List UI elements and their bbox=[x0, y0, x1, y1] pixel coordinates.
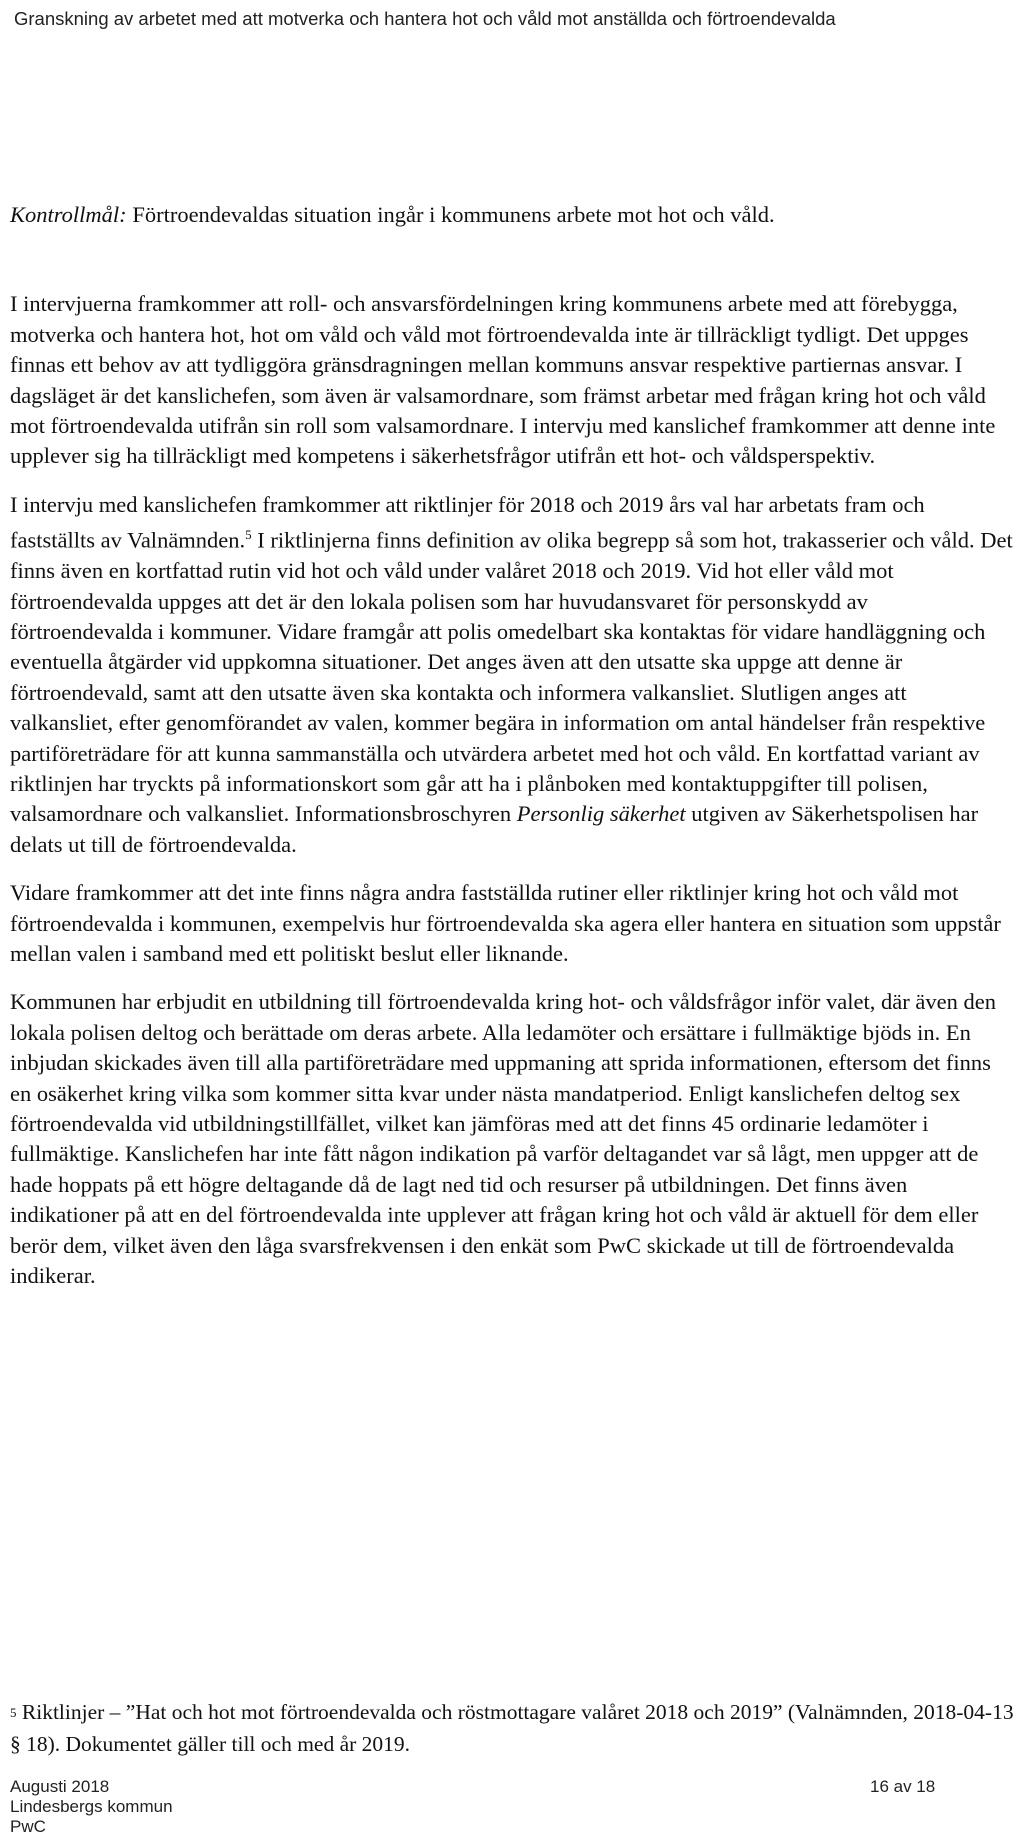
footer-date: Augusti 2018 bbox=[10, 1777, 110, 1796]
paragraph-training: Kommunen har erbjudit en utbildning till förtroendevalda kring hot- och våldsfrågor inför valet, där även den lokala polisen deltog och berättade om deras arbete. Alla ledamöter och ersättare i fullmäktige bjöds in. En inbjudan skickades även till alla partiföreträdare med uppmaning att sprida informationen, eftersom det finns en osäkerhet kring vilka som kommer sitta kvar under nästa mandatperiod. Enligt kanslichefen deltog sex förtroendevalda vid utbildningstillfället, vilket kan jämföras med att det finns 45 ordinarie ledamöter i fullmäktige. Kanslichefen har inte fått någon indikation på varför deltagandet var så lågt, men uppger att de hade hoppats på ett högre deltagande då de lagt ned tid och resurser på utbildningen. Det finns även indikationer på att en del förtroendevalda inte upplever att frågan kring hot och våld är aktuell för dem eller berör dem, vilket även den låga svarsfrekvensen i den enkät som PwC skickade ut till de förtroendevalda indikerar. bbox=[10, 989, 996, 1289]
footnote-reference: 5 bbox=[245, 527, 252, 543]
control-goal-text: Förtroendevaldas situation ingår i kommunens arbete mot hot och våld. bbox=[126, 202, 775, 227]
brochure-title: Personlig säkerhet bbox=[516, 801, 686, 827]
footnote-number: 5 bbox=[10, 1705, 17, 1720]
control-goal-label: Kontrollmål: bbox=[10, 202, 127, 227]
page-header: Granskning av arbetet med att motverka och hantera hot och våld mot anställda och förtroendevalda bbox=[14, 8, 836, 29]
paragraph-no-routines: Vidare framkommer att det inte finns några andra fastställda rutiner eller riktlinjer kring hot och våld mot förtroendevalda i kommunen, exempelvis hur förtroendevalda ska agera eller hantera en situation som uppstår mellan valen i samband med ett politiskt beslut eller liknande. bbox=[10, 880, 1001, 967]
footer-company: PwC bbox=[10, 1817, 46, 1836]
guidelines-text-middle: I riktlinjerna finns definition av olika begrepp så som hot, trakasserier och våld. Det finns även en kortfattad rutin vid hot och våld under valåret 2018 och 2019. Vid hot eller våld mot förtroendevalda uppges att det är den lokala polisen som har huvudansvaret för personskydd av förtroendevalda i kommuner. Vidare framgår att polis omedelbart ska kontaktas för vidare handläggning och eventuella åtgärder vid uppkomna situationer. Det anges även att den utsatte ska uppge att denne är förtroendevald, samt att den utsatte även ska kontakta och informera valkansliet. Slutligen anges att valkansliet, efter genomförandet av valen, kommer begära in information om antal händelser från respektive partiföreträdare för att kunna sammanställa och utvärdera arbetet med hot och våld. En kortfattad variant av riktlinjen har tryckts på informationskort som går att ha i plånboken med kontaktuppgifter till polisen, valsamordnare och valkansliet. Informationsbroschyren bbox=[10, 527, 1013, 827]
control-goal bbox=[10, 200, 1014, 230]
guidelines-text-start: I intervju med kanslichefen framkommer att riktlinjer för 2018 och 2019 års val har arbetats fram och fastställts av Valnämnden. bbox=[10, 491, 925, 553]
paragraph-roles: I intervjuerna framkommer att roll- och ansvarsfördelningen kring kommunens arbete med att förebygga, motverka och hantera hot, hot om våld och våld mot förtroendevalda inte är tillräckligt tydligt. Det uppges finnas ett behov av att tydliggöra gränsdragningen mellan kommuns ansvar respektive partiernas ansvar. I dagsläget är det kanslichefen, som även är valsamordnare, som främst arbetar med frågan kring hot och våld mot förtroendevalda utifrån sin roll som valsamordnare. I intervju med kanslichef framkommer att denne inte upplever sig ha tillräckligt med kompetens i säkerhetsfrågor utifrån ett hot- och våldsperspektiv. bbox=[10, 291, 996, 469]
main-content bbox=[10, 200, 1014, 1310]
paragraph-guidelines bbox=[10, 490, 1014, 860]
page-number: 16 av 18 bbox=[870, 1777, 936, 1796]
footer-organization: Lindesbergs kommun bbox=[10, 1797, 173, 1816]
page-footer-left bbox=[10, 1777, 510, 1837]
guidelines-text-end: utgiven av Säkerhetspolisen har delats ut till de förtroendevalda. bbox=[10, 801, 979, 857]
footnote-text: Riktlinjer – ”Hat och hot mot förtroendevalda och röstmottagare valåret 2018 och 2019” (Valnämnden, 2018-04-13 § 18). Dokumentet gäller till och med år 2019. bbox=[10, 1700, 1014, 1756]
footnote bbox=[10, 1697, 1014, 1759]
